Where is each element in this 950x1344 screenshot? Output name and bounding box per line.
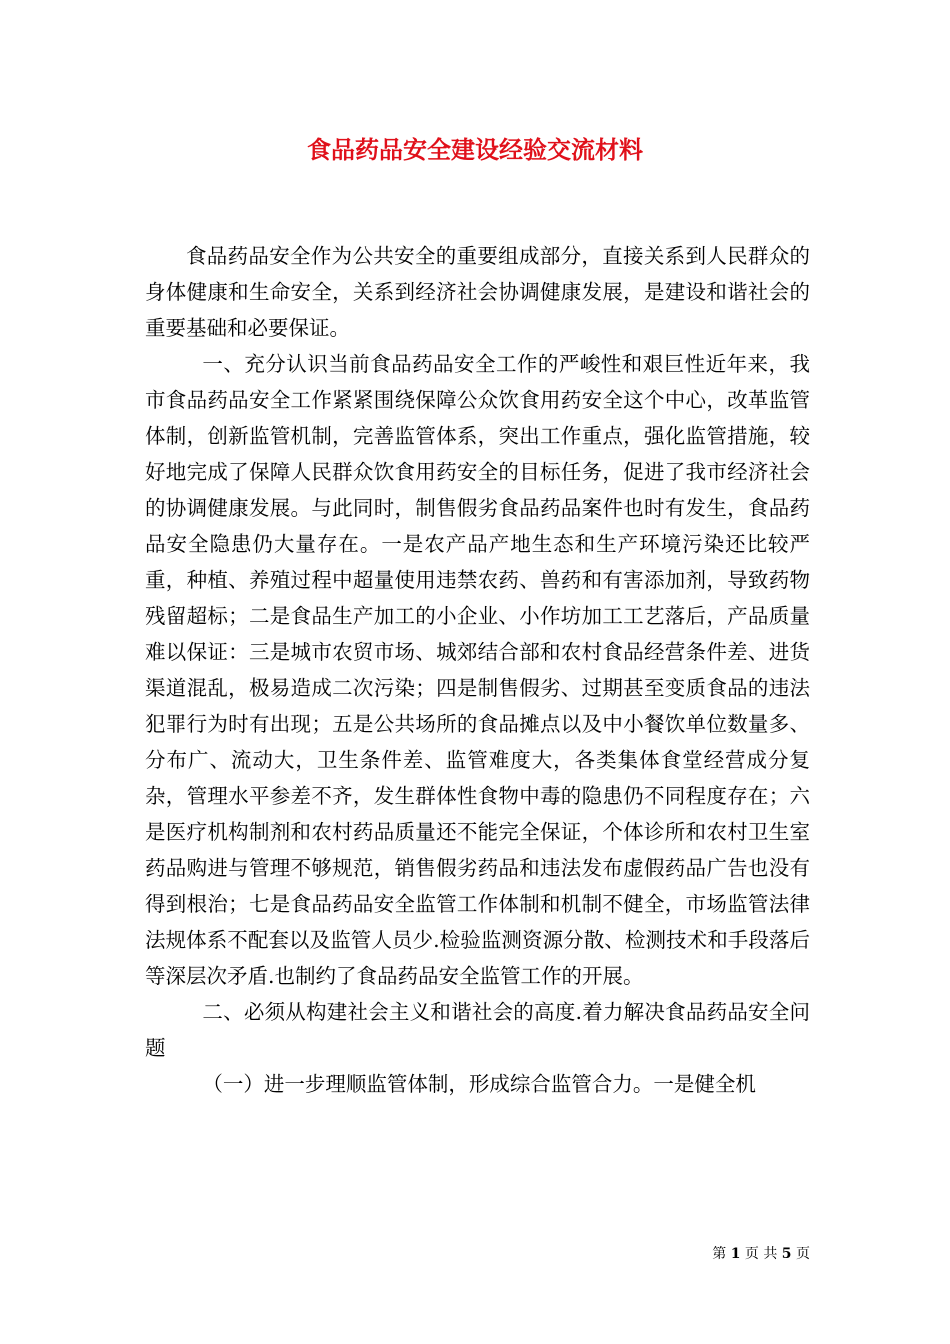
footer-prefix: 第 <box>712 1246 727 1262</box>
paragraph-intro: 食品药品安全作为公共安全的重要组成部分，直接关系到人民群众的身体健康和生命安全，关系到经济社会协调健康发展，是建设和谐社会的重要基础和必要保证。 <box>145 244 810 340</box>
footer-total-pages: 5 <box>781 1246 792 1262</box>
footer-current-page: 1 <box>730 1246 741 1262</box>
paragraph-section-one: 一、充分认识当前食品药品安全工作的严峻性和艰巨性近年来，我市食品药品安全工作紧紧围绕保障公众饮食用药安全这个中心，改革监管体制，创新监管机制，完善监管体系，突出工作重点，强化监管措施，较好地完成了保障人民群众饮食用药安全的目标任务，促进了我市经济社会的协调健康发展。与此同时，制售假劣食品药品案件也时有发生，食品药品安全隐患仍大量存在。一是农产品产地生态和生产环境污染还比较严重，种植、养殖过程中超量使用违禁农药、兽药和有害添加剂，导致药物残留超标；二是食品生产加工的小企业、小作坊加工工艺落后，产品质量难以保证：三是城市农贸市场、城郊结合部和农村食品经营条件差、进货渠道混乱，极易造成二次污染；四是制售假劣、过期甚至变质食品的违法犯罪行为时有出现；五是公共场所的食品摊点以及中小餐饮单位数量多、分布广、流动大，卫生条件差、监管难度大，各类集体食堂经营成分复杂，管理水平参差不齐，发生群体性食物中毒的隐患仍不同程度存在；六是医疗机构制剂和农村药品质量还不能完全保证，个体诊所和农村卫生室药品购进与管理不够规范，销售假劣药品和违法发布虚假药品广告也没有得到根治；七是食品药品安全监管工作体制和机制不健全，市场监管法律法规体系不配套以及监管人员少.检验监测资源分散、检测技术和手段落后等深层次矛盾.也制约了食品药品安全监管工作的开展。 <box>145 352 810 988</box>
page-footer <box>690 1244 810 1264</box>
footer-suffix: 页 <box>796 1246 810 1262</box>
document-body <box>145 238 810 1102</box>
document-title: 食品药品安全建设经验交流材料 <box>307 136 643 164</box>
paragraph-section-two-heading: 二、必须从构建社会主义和谐社会的高度.着力解决食品药品安全问题 <box>145 1000 810 1060</box>
paragraph-subsection-one: （一）进一步理顺监管体制，形成综合监管合力。一是健全机 <box>202 1072 756 1096</box>
footer-middle: 页 共 <box>744 1246 778 1262</box>
